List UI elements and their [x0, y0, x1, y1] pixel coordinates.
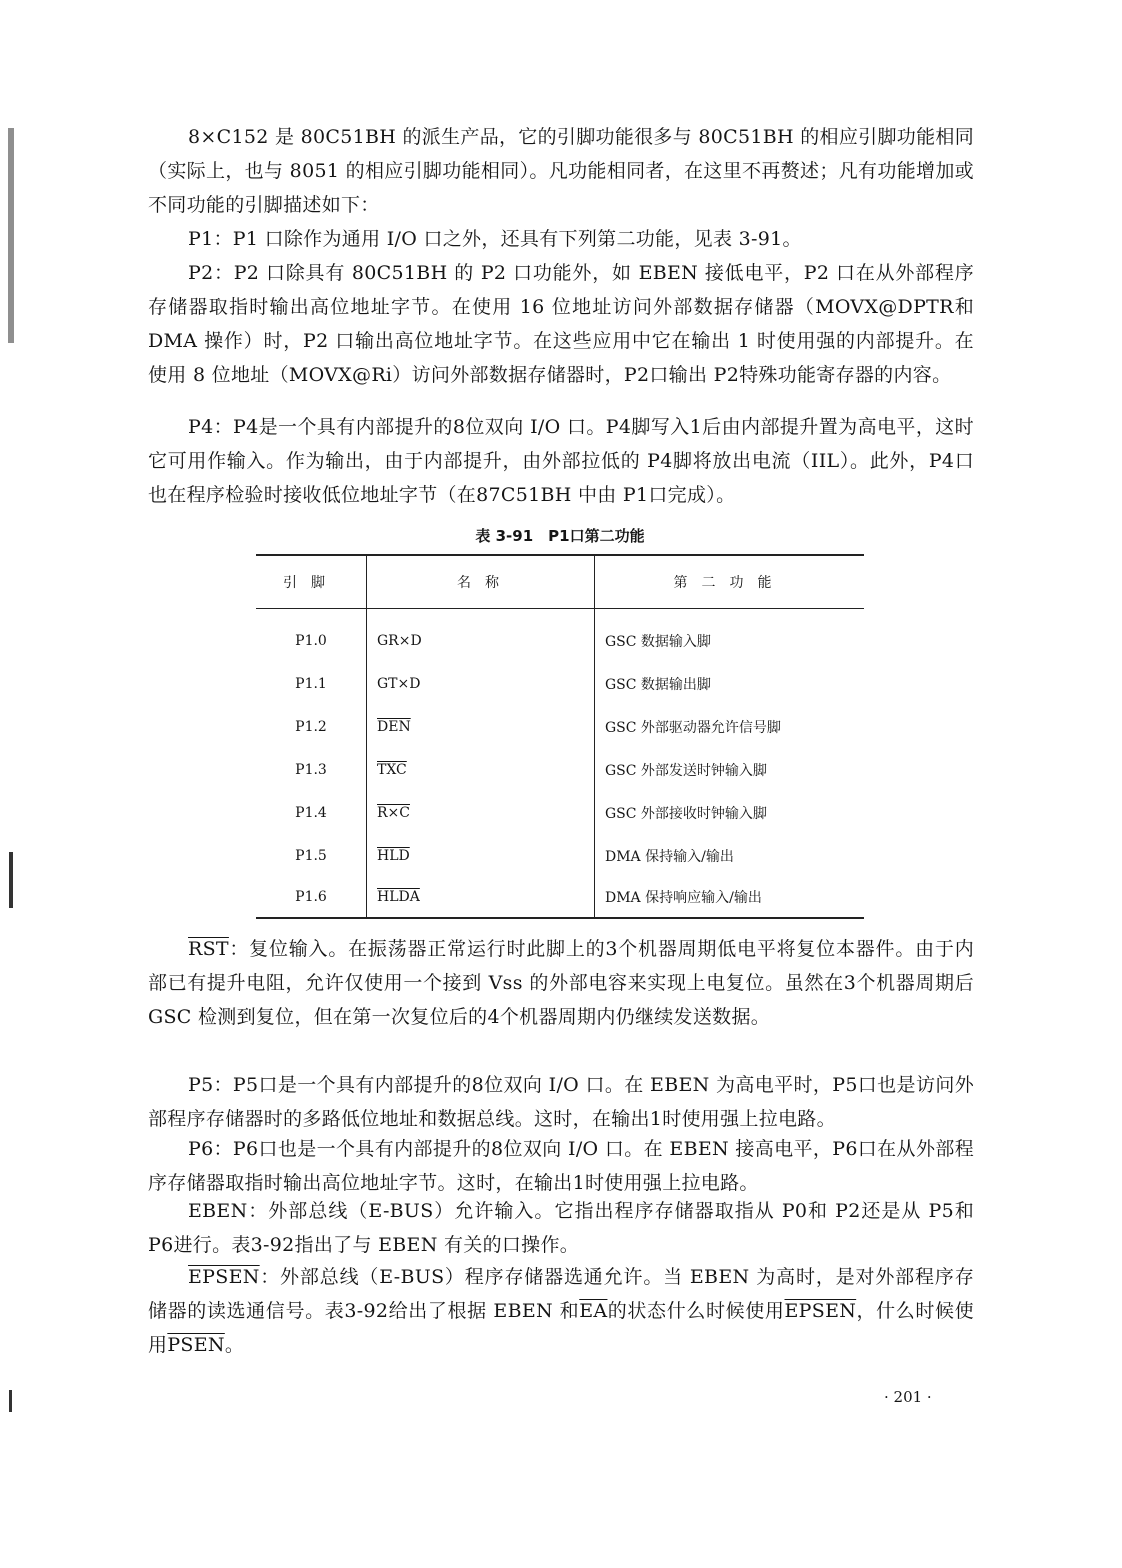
paragraph-p5: P5：P5口是一个具有内部提升的8位双向 I/O 口。在 EBEN 为高电平时，P5口也是访问外部程序存储器时的多路低位地址和数据总线。这时，在输出1时使用强上拉电路。 — [148, 1074, 974, 1130]
table-row — [256, 834, 864, 877]
table-caption: 表 3-91 P1口第二功能 — [475, 527, 645, 545]
paragraph-p2: P2：P2 口除具有 80C51BH 的 P2 口功能外，如 EBEN 接低电平，P2 口在从外部程序存储器取指时输出高位地址字节。在使用 16 位地址访问外部数据存储器（MOVX@DPTR和 DMA 操作）时，P2 口输出高位地址字节。在这些应用中它在输出 1 时使用强的内部提升。在使用 8 位地址（MOVX@Ri）访问外部数据存储器时，P2口输出 P2特殊功能寄存器的内容。 — [148, 262, 974, 386]
paragraph-eben: EBEN：外部总线（E-BUS）允许输入。它指出程序存储器取指从 P0和 P2还是从 P5和 P6进行。表3-92指出了与 EBEN 有关的口操作。 — [148, 1200, 974, 1256]
table-row — [256, 662, 864, 705]
paragraph-p1: P1：P1 口除作为通用 I/O 口之外，还具有下列第二功能，见表 3-91。 — [188, 228, 802, 250]
pin-cell: P1.5 — [295, 847, 327, 864]
paragraph-p6: P6：P6口也是一个具有内部提升的8位双向 I/O 口。在 EBEN 接高电平，P6口在从外部程序存储器取指时输出高位地址字节。这时，在输出1时使用强上拉电路。 — [148, 1138, 974, 1194]
function-cell: GSC 外部接收时钟输入脚 — [595, 791, 865, 834]
scan-margin-mark — [9, 1390, 12, 1412]
function-cell: GSC 外部发送时钟输入脚 — [595, 748, 865, 791]
name-cell: R×C — [367, 791, 595, 834]
pin-cell: P1.2 — [295, 718, 327, 735]
table-row — [256, 791, 864, 834]
table-row — [256, 748, 864, 791]
pin-cell: P1.3 — [295, 761, 327, 778]
table-row — [256, 609, 864, 663]
function-cell: GSC 数据输入脚 — [595, 609, 865, 663]
pin-cell: P1.4 — [295, 804, 327, 821]
pin-cell: P1.1 — [295, 675, 327, 692]
pin-cell: P1.6 — [295, 889, 327, 905]
scan-margin-mark — [8, 128, 14, 343]
name-cell: $\overline{TXC}$ — [367, 748, 595, 791]
name-cell: HLDA — [367, 877, 595, 918]
name-cell: GT×D — [367, 662, 595, 705]
paragraph-rst: $\overline{RST}$：复位输入。在振荡器正常运行时此脚上的3个机器周期低电平将复位本器件。由于内部已有提升电阻，允许仅使用一个接到 Vss 的外部电容来实现上电复位。虽然在3个机器周期后 GSC 检测到复位，但在第一次复位后的4个机器周期内仍继续发送数据。 — [148, 938, 974, 1028]
page-number: · 201 · — [884, 1388, 932, 1406]
table-row — [256, 705, 864, 748]
column-header-name: 名称 — [367, 555, 595, 609]
name-cell: GR×D — [367, 609, 595, 663]
name-cell: $\overline{HLD}$ — [367, 834, 595, 877]
table-row — [256, 877, 864, 918]
pin-cell: P1.0 — [295, 632, 327, 649]
paragraph-epsen: EPSEN：外部总线（E-BUS）程序存储器选通允许。当 EBEN 为高时，是对外部程序存储器的读选通信号。表3-92给出了根据 EBEN 和$\overline{EA}$的状态什么时候使用EPSEN，什么时候使用PSEN。 — [148, 1266, 974, 1356]
paragraph-p4: P4：P4是一个具有内部提升的8位双向 I/O 口。P4脚写入1后由内部提升置为高电平，这时它可用作输入。作为输出，由于内部提升，由外部拉低的 P4脚将放出电流（IIL）。此外，P4口也在程序检验时接收低位地址字节（在87C51BH 中由 P1口完成）。 — [148, 416, 974, 506]
scan-margin-mark — [9, 852, 13, 908]
function-cell: DMA 保持输入/输出 — [595, 834, 865, 877]
function-cell: GSC 外部驱动器允许信号脚 — [595, 705, 865, 748]
function-cell: DMA 保持响应输入/输出 — [595, 877, 865, 918]
paragraph-intro: 8×C152 是 80C51BH 的派生产品，它的引脚功能很多与 80C51BH 的相应引脚功能相同（实际上，也与 8051 的相应引脚功能相同）。凡功能相同者，在这里不再赘述；凡有功能增加或不同功能的引脚描述如下： — [148, 126, 974, 216]
column-header-function: 第二功能 — [595, 555, 865, 609]
name-cell: $\overline{DEN}$ — [367, 705, 595, 748]
function-cell: GSC 数据输出脚 — [595, 662, 865, 705]
table-header-row — [256, 555, 864, 609]
p1-second-function-table — [256, 554, 864, 919]
column-header-pin: 引脚 — [256, 555, 367, 609]
